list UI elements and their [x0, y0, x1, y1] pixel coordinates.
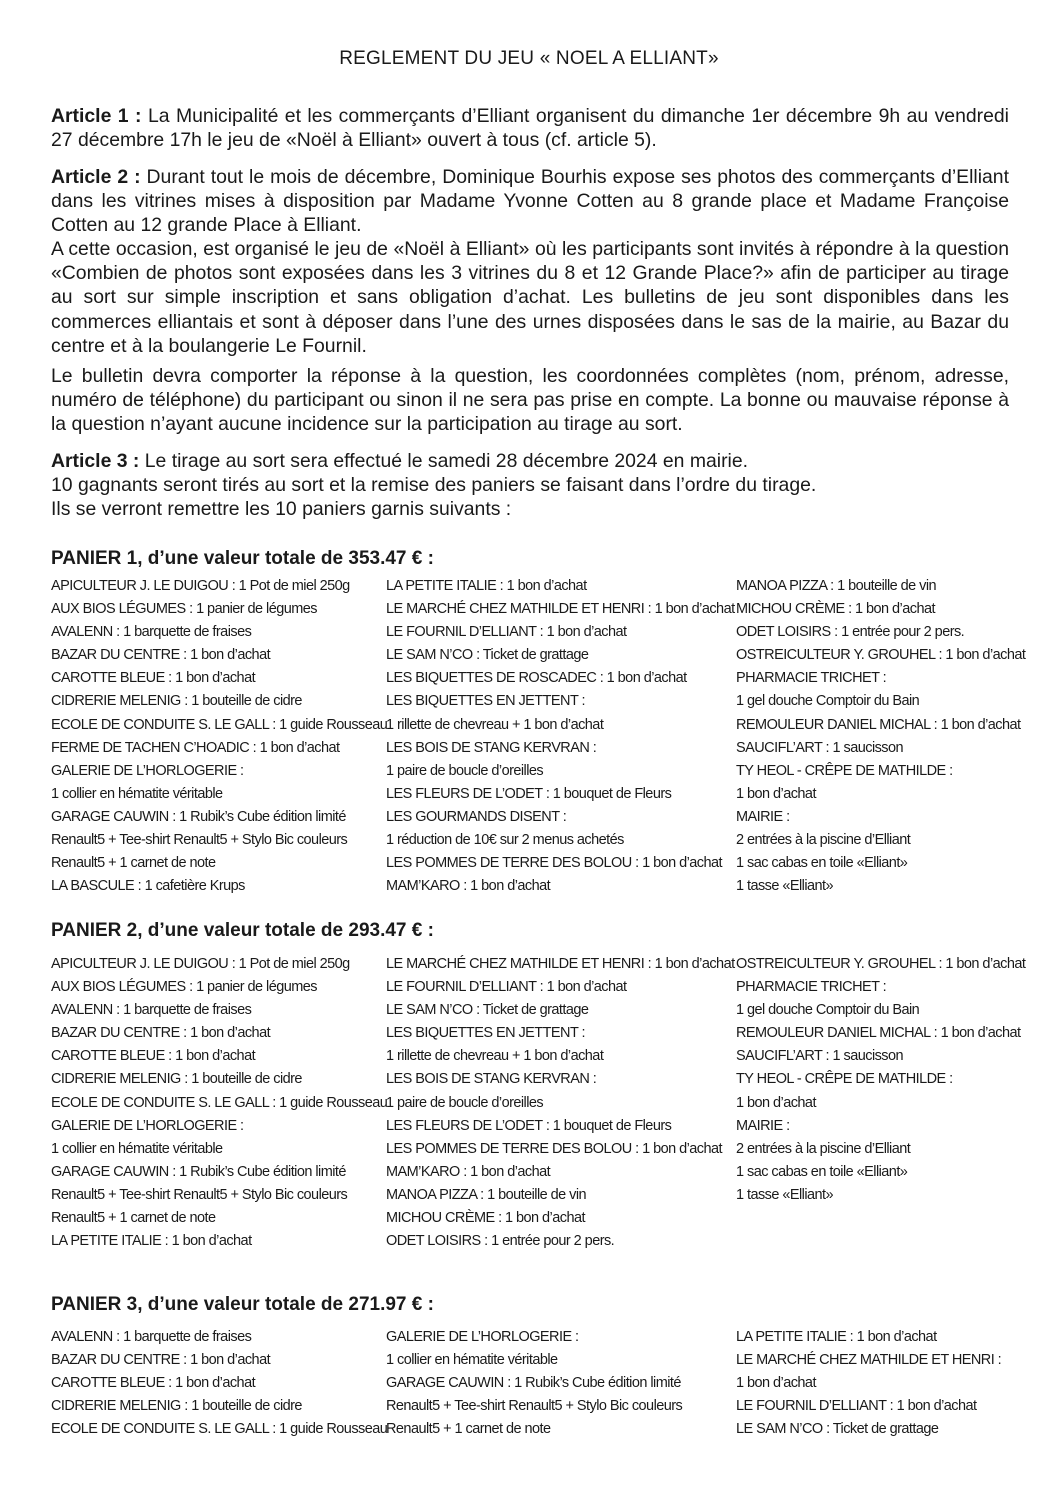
list-item: ODET LOISIRS : 1 entrée pour 2 pers.	[736, 624, 965, 641]
list-item: ECOLE DE CONDUITE S. LE GALL : 1 guide Rousseau	[51, 1421, 388, 1438]
list-item: CAROTTE BLEUE : 1 bon d’achat	[51, 1375, 256, 1392]
list-item: CAROTTE BLEUE : 1 bon d’achat	[51, 1048, 256, 1065]
panier-2-column-1	[51, 953, 391, 1253]
list-item: Renault5 + Tee-shirt Renault5 + Stylo Bic couleurs	[51, 1186, 348, 1203]
article-3-line-2: 10 gagnants seront tirés au sort et la remise des paniers se faisant dans l’ordre du tirage.	[51, 474, 817, 496]
list-item: TY HEOL - CRÊPE DE MATHILDE :	[736, 1071, 953, 1088]
list-item: GALERIE DE L’HORLOGERIE :	[51, 762, 244, 779]
list-item: LE SAM N’CO : Ticket de grattage	[386, 647, 589, 664]
article-2	[51, 165, 1009, 238]
list-item: GARAGE CAUWIN : 1 Rubik’s Cube édition limité	[51, 808, 346, 825]
list-item: GARAGE CAUWIN : 1 Rubik’s Cube édition limité	[51, 1163, 346, 1180]
list-item: REMOULEUR DANIEL MICHAL : 1 bon d’achat	[736, 1025, 1021, 1042]
list-item: Renault5 + 1 carnet de note	[51, 1210, 216, 1227]
list-item: CIDRERIE MELENIG : 1 bouteille de cidre	[51, 693, 302, 710]
list-item: 1 bon d’achat	[736, 785, 816, 802]
list-item: LES FLEURS DE L’ODET : 1 bouquet de Fleurs	[386, 1117, 672, 1134]
list-item: BAZAR DU CENTRE : 1 bon d’achat	[51, 1352, 271, 1369]
article-3-line-3: Ils se verront remettre les 10 paniers garnis suivants :	[51, 498, 512, 520]
panier-2-column-3	[736, 953, 1058, 1207]
list-item: 1 gel douche Comptoir du Bain	[736, 1002, 920, 1019]
list-item: ECOLE DE CONDUITE S. LE GALL : 1 guide Rousseau	[51, 716, 388, 733]
list-item: 1 réduction de 10€ sur 2 menus achetés	[386, 832, 624, 849]
list-item: LES FLEURS DE L’ODET : 1 bouquet de Fleurs	[386, 785, 672, 802]
panier-1-column-1	[51, 575, 391, 898]
list-item: MANOA PIZZA : 1 bouteille de vin	[736, 578, 936, 594]
list-item: SAUCIFL’ART : 1 saucisson	[736, 1048, 904, 1065]
list-item: REMOULEUR DANIEL MICHAL : 1 bon d’achat	[736, 716, 1021, 733]
list-item: Renault5 + 1 carnet de note	[51, 855, 216, 872]
list-item: LE SAM N’CO : Ticket de grattage	[736, 1421, 939, 1438]
list-item: GARAGE CAUWIN : 1 Rubik’s Cube édition limité	[386, 1375, 681, 1392]
list-item: LA PETITE ITALIE : 1 bon d’achat	[386, 578, 587, 594]
list-item: 1 paire de boucle d’oreilles	[386, 1094, 544, 1111]
list-item: LES POMMES DE TERRE DES BOLOU : 1 bon d’achat	[386, 855, 723, 872]
list-item: LES BOIS DE STANG KERVRAN :	[386, 739, 597, 756]
list-item: 1 bon d’achat	[736, 1375, 816, 1392]
list-item: LES POMMES DE TERRE DES BOLOU : 1 bon d’achat	[386, 1140, 723, 1157]
list-item: LE FOURNIL D’ELLIANT : 1 bon d’achat	[386, 979, 627, 996]
list-item: LES BIQUETTES EN JETTENT :	[386, 1025, 585, 1042]
list-item: MAM’KARO : 1 bon d’achat	[386, 1163, 551, 1180]
list-item: TY HEOL - CRÊPE DE MATHILDE :	[736, 762, 953, 779]
list-item: AVALENN : 1 barquette de fraises	[51, 1329, 252, 1345]
list-item: 2 entrées à la piscine d’Elliant	[736, 1140, 911, 1157]
panier-3-heading: PANIER 3, d’une valeur totale de 271.97 € :	[51, 1294, 434, 1315]
list-item: 1 collier en hématite véritable	[51, 1140, 223, 1157]
article-2-paragraph-3: Le bulletin devra comporter la réponse à la question, les coordonnées complètes (nom, prénom, adresse, numéro de téléphone) du participant ou sinon il ne sera pas prise en compte. La bonne ou mauvaise réponse à la question n’ayant aucune incidence sur la participation au tirage au sort.	[51, 365, 1009, 436]
list-item: CIDRERIE MELENIG : 1 bouteille de cidre	[51, 1071, 302, 1088]
list-item: MAM’KARO : 1 bon d’achat	[386, 878, 551, 895]
list-item: 1 tasse «Elliant»	[736, 878, 834, 895]
list-item: Renault5 + Tee-shirt Renault5 + Stylo Bic couleurs	[386, 1398, 683, 1415]
list-item: ODET LOISIRS : 1 entrée pour 2 pers.	[386, 1233, 615, 1250]
list-item: BAZAR DU CENTRE : 1 bon d’achat	[51, 1025, 271, 1042]
list-item: LE MARCHÉ CHEZ MATHILDE ET HENRI : 1 bon d’achat	[386, 956, 735, 972]
list-item: LE SAM N’CO : Ticket de grattage	[386, 1002, 589, 1019]
list-item: FERME DE TACHEN C’HOADIC : 1 bon d’achat	[51, 739, 340, 756]
page-title: REGLEMENT DU JEU « NOEL A ELLIANT»	[339, 48, 719, 69]
list-item: AUX BIOS LÉGUMES : 1 panier de légumes	[51, 979, 318, 996]
list-item: 1 sac cabas en toile «Elliant»	[736, 855, 908, 872]
list-item: LE MARCHÉ CHEZ MATHILDE ET HENRI : 1 bon d’achat	[386, 601, 735, 618]
article-2-text: Durant tout le mois de décembre, Dominique Bourhis expose ses photos des commerçants d’Elliant dans les vitrines mises à disposition par Madame Yvonne Cotten au 8 grande place et Madame Françoise Cotten au 12 grande Place à Elliant.	[51, 166, 1009, 237]
panier-1-column-3	[736, 575, 1058, 898]
list-item: AUX BIOS LÉGUMES : 1 panier de légumes	[51, 601, 318, 618]
list-item: OSTREICULTEUR Y. GROUHEL : 1 bon d’achat	[736, 956, 1026, 972]
list-item: Renault5 + Tee-shirt Renault5 + Stylo Bic couleurs	[51, 832, 348, 849]
list-item: OSTREICULTEUR Y. GROUHEL : 1 bon d’achat	[736, 647, 1026, 664]
panier-3-column-3	[736, 1326, 1058, 1441]
list-item: Renault5 + 1 carnet de note	[386, 1421, 551, 1438]
list-item: LES BIQUETTES EN JETTENT :	[386, 693, 585, 710]
article-1-label: Article 1 :	[51, 105, 142, 127]
article-3-text: Le tirage au sort sera effectué le samedi 28 décembre 2024 en mairie.	[139, 450, 749, 472]
article-3	[51, 449, 1011, 473]
panier-3-column-1	[51, 1326, 391, 1441]
list-item: LE FOURNIL D’ELLIANT : 1 bon d’achat	[736, 1398, 977, 1415]
article-2-label: Article 2 :	[51, 166, 141, 188]
list-item: LES BIQUETTES DE ROSCADEC : 1 bon d’achat	[386, 670, 687, 687]
article-1-text: La Municipalité et les commerçants d’Elliant organisent du dimanche 1er décembre 9h au vendredi 27 décembre 17h le jeu de «Noël à Elliant» ouvert à tous (cf. article 5).	[51, 105, 1009, 152]
panier-2-heading: PANIER 2, d’une valeur totale de 293.47 € :	[51, 920, 434, 941]
list-item: 1 rillette de chevreau + 1 bon d’achat	[386, 716, 604, 733]
panier-2-column-2	[386, 953, 735, 1253]
list-item: APICULTEUR J. LE DUIGOU : 1 Pot de miel 250g	[51, 956, 350, 972]
list-item: GALERIE DE L’HORLOGERIE :	[51, 1117, 244, 1134]
list-item: PHARMACIE TRICHET :	[736, 670, 887, 687]
list-item: CIDRERIE MELENIG : 1 bouteille de cidre	[51, 1398, 302, 1415]
list-item: 1 bon d’achat	[736, 1094, 816, 1111]
panier-1-column-2	[386, 575, 735, 898]
list-item: APICULTEUR J. LE DUIGOU : 1 Pot de miel 250g	[51, 578, 350, 594]
list-item: 1 collier en hématite véritable	[386, 1352, 558, 1369]
article-1	[51, 104, 1009, 152]
list-item: ECOLE DE CONDUITE S. LE GALL : 1 guide Rousseau	[51, 1094, 388, 1111]
list-item: MANOA PIZZA : 1 bouteille de vin	[386, 1186, 586, 1203]
list-item: 2 entrées à la piscine d’Elliant	[736, 832, 911, 849]
list-item: GALERIE DE L’HORLOGERIE :	[386, 1329, 579, 1345]
panier-1-heading: PANIER 1, d’une valeur totale de 353.47 € :	[51, 548, 434, 569]
list-item: 1 tasse «Elliant»	[736, 1186, 834, 1203]
list-item: CAROTTE BLEUE : 1 bon d’achat	[51, 670, 256, 687]
list-item: AVALENN : 1 barquette de fraises	[51, 1002, 252, 1019]
list-item: PHARMACIE TRICHET :	[736, 979, 887, 996]
list-item: 1 sac cabas en toile «Elliant»	[736, 1163, 908, 1180]
list-item: LES GOURMANDS DISENT :	[386, 808, 567, 825]
list-item: AVALENN : 1 barquette de fraises	[51, 624, 252, 641]
panier-3-column-2	[386, 1326, 726, 1441]
list-item: LA PETITE ITALIE : 1 bon d’achat	[736, 1329, 937, 1345]
article-2-paragraph-2: A cette occasion, est organisé le jeu de «Noël à Elliant» où les participants sont invités à répondre à la question «Combien de photos sont exposées dans les 3 vitrines du 8 et 12 Grande Place?» afin de participer au tirage au sort sur simple inscription et sans obligation d’achat. Les bulletins de jeu sont disponibles dans les commerces elliantais et sont à déposer dans l’une des urnes disposées dans le sas de la mairie, au Bazar du centre et à la boulangerie Le Fournil.	[51, 238, 1009, 357]
list-item: LE MARCHÉ CHEZ MATHILDE ET HENRI :	[736, 1352, 1002, 1369]
list-item: MICHOU CRÈME : 1 bon d’achat	[736, 601, 935, 618]
list-item: LA PETITE ITALIE : 1 bon d’achat	[51, 1233, 252, 1250]
list-item: 1 paire de boucle d’oreilles	[386, 762, 544, 779]
list-item: LA BASCULE : 1 cafetière Krups	[51, 878, 245, 895]
list-item: BAZAR DU CENTRE : 1 bon d’achat	[51, 647, 271, 664]
list-item: MICHOU CRÈME : 1 bon d’achat	[386, 1210, 585, 1227]
list-item: LE FOURNIL D’ELLIANT : 1 bon d’achat	[386, 624, 627, 641]
list-item: LES BOIS DE STANG KERVRAN :	[386, 1071, 597, 1088]
list-item: 1 rillette de chevreau + 1 bon d’achat	[386, 1048, 604, 1065]
list-item: 1 collier en hématite véritable	[51, 785, 223, 802]
list-item: SAUCIFL’ART : 1 saucisson	[736, 739, 904, 756]
list-item: MAIRIE :	[736, 1117, 790, 1134]
list-item: MAIRIE :	[736, 808, 790, 825]
list-item: 1 gel douche Comptoir du Bain	[736, 693, 920, 710]
article-3-label: Article 3 :	[51, 450, 140, 472]
